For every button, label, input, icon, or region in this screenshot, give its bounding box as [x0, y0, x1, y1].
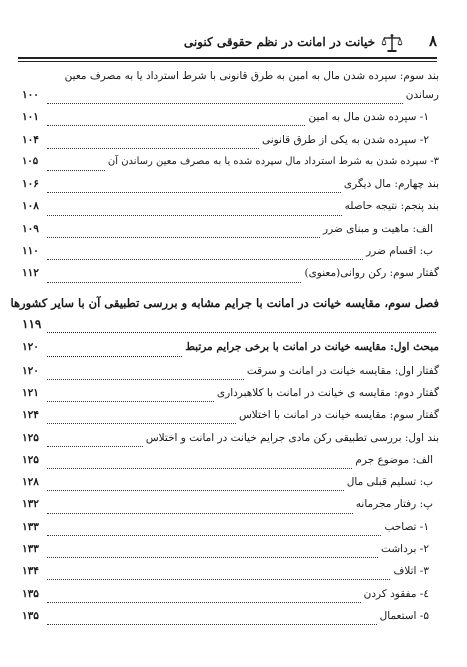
dot-leader [47, 556, 378, 558]
toc-entry-label: بند چهارم: مال دیگری [343, 178, 439, 191]
dot-leader [47, 281, 301, 283]
section-page: ۱۲۰ [22, 340, 39, 353]
toc-entry-page: ۱۲۵ [22, 431, 39, 444]
dot-leader [47, 102, 403, 104]
dot-leader [47, 378, 244, 380]
toc-entry [22, 498, 439, 520]
toc-entry [22, 89, 439, 111]
dot-leader [47, 422, 236, 424]
toc-entry-label: گفتار دوم: مقایسه ی خیانت در امانت با کلاهبرداری [216, 386, 439, 399]
page-header [18, 32, 437, 56]
toc-entry [22, 365, 439, 387]
toc-entry-page: ۱۳۴ [22, 565, 39, 578]
toc-entry-page: ۱۲۴ [22, 409, 39, 422]
toc-entry-label: الف: ماهیت و مبنای ضرر [323, 222, 433, 235]
header-rule [18, 57, 437, 59]
toc-entry [22, 111, 439, 133]
toc-entry-label: بند اول: بررسی تطبیقی رکن مادی جرایم خیانت در امانت و اختلاس [145, 431, 439, 444]
toc-entry-page: ۱۲۵ [22, 453, 39, 466]
toc-entry-label: بند پنجم: نتیجه حاصله [344, 200, 439, 213]
toc-entry-label: ۵- استعمال [379, 609, 429, 622]
dot-leader [47, 331, 436, 333]
toc-entry [22, 156, 439, 178]
toc-entry-label: ب: تسلیم قبلی مال [346, 476, 433, 489]
dot-leader [47, 489, 344, 491]
toc-entry-label: ۳- سپرده شدن به شرط استرداد مال سپرده شده یا به مصرف معین رساندن آن [107, 155, 439, 167]
toc-entry [22, 543, 439, 565]
dot-leader [47, 467, 352, 469]
dot-leader [47, 258, 363, 260]
toc-entry-page: ۱۱۰ [22, 245, 39, 258]
dot-leader [47, 601, 361, 603]
toc-entry-label: پ: رفتار مجرمانه [355, 498, 433, 511]
toc-chapter-page-row [22, 317, 439, 341]
chapter-page: ۱۱۹ [22, 316, 42, 331]
toc-entry-page: ۱۰۴ [22, 133, 39, 146]
toc-entry [22, 610, 439, 632]
toc-entry [22, 387, 439, 409]
toc-entry-page: ۱۳۵ [22, 609, 39, 622]
toc-entry-page: ۱۲۸ [22, 476, 39, 489]
toc-entry-page: ۱۰۸ [22, 200, 39, 213]
toc-entry-label: رساندن [405, 89, 439, 101]
dot-leader [47, 355, 182, 357]
toc-entry-page: ۱۲۰ [22, 364, 39, 377]
toc-entry [22, 245, 439, 267]
table-of-contents [10, 70, 439, 632]
page-number: ۸ [428, 32, 437, 50]
toc-entry-label: گفتار اول: مقایسه خیانت در امانت و سرقت [246, 364, 439, 377]
toc-entry-label: ۲- سپرده شدن به یکی از طرق قانونی [261, 133, 429, 146]
toc-entry-page: ۱۳۳ [22, 543, 39, 556]
toc-entry-label: گفتار سوم: رکن روانی(معنوی) [304, 267, 439, 280]
toc-entry [22, 565, 439, 587]
toc-entry-page: ۱۳۳ [22, 520, 39, 533]
toc-entry-label: الف: موضوع جرم [355, 453, 433, 466]
toc-entry-page: ۱۰۶ [22, 178, 39, 191]
dot-leader [47, 623, 377, 625]
header-rule-thin [18, 61, 437, 62]
toc-entry [22, 223, 439, 245]
dot-leader [47, 578, 390, 580]
toc-entry-label: ۲- برداشت [381, 543, 429, 556]
toc-entry-page: ۱۲۱ [22, 386, 39, 399]
dot-leader [47, 400, 214, 402]
toc-entry [22, 409, 439, 431]
toc-entry-page: ۱۰۵ [22, 155, 39, 167]
toc-entry-label: گفتار سوم: مقایسه خیانت در امانت با اختلاس [238, 409, 439, 422]
toc-entry-page: ۱۰۱ [22, 111, 39, 124]
dot-leader [47, 147, 259, 149]
toc-entry [22, 521, 439, 543]
dot-leader [47, 169, 105, 171]
toc-entry [22, 178, 439, 200]
scales-of-justice-icon [381, 33, 403, 53]
toc-entry-label: ٤- مفقود کردن [363, 587, 429, 600]
dot-leader [47, 445, 143, 447]
dot-leader [47, 512, 353, 514]
dot-leader [47, 124, 305, 126]
toc-entry [22, 134, 439, 156]
toc-entry-page: ۱۳۵ [22, 587, 39, 600]
toc-entry-page: ۱۳۲ [22, 498, 39, 511]
running-title: خیانت در امانت در نظم حقوقی کنونی [183, 35, 375, 49]
toc-entry-page: ۱۰۰ [22, 89, 39, 101]
toc-entry [22, 70, 439, 89]
toc-entry-label: بند سوم: سپرده شدن مال به امین به طرق قانونی با شرط استرداد یا به مصرف معین [64, 70, 439, 82]
toc-entry-label: ۱- تصاحب [384, 520, 429, 533]
toc-entry-label: ۱- سپرده شدن مال به امین [308, 111, 429, 124]
toc-entry-label: ب: اقسام ضرر [366, 245, 433, 258]
toc-section-heading [22, 341, 439, 365]
toc-entry [22, 476, 439, 498]
toc-entry [22, 267, 439, 289]
dot-leader [47, 214, 342, 216]
toc-entry [22, 454, 439, 476]
dot-leader [47, 191, 341, 193]
toc-entry-page: ۱۱۲ [22, 267, 39, 280]
chapter-title: فصل سوم، مقایسه خیانت در امانت با جرایم مشابه و بررسی تطبیقی آن با سایر کشورها [10, 295, 439, 310]
toc-entry-label: ۳- اتلاف [393, 565, 429, 578]
toc-entry [22, 432, 439, 454]
toc-entry [22, 200, 439, 222]
dot-leader [47, 534, 381, 536]
toc-chapter-heading [10, 295, 439, 317]
toc-entry [22, 588, 439, 610]
dot-leader [47, 236, 320, 238]
section-title: مبحث اول: مقایسه خیانت در امانت با برخی جرایم مرتبط [185, 340, 439, 353]
toc-entry-page: ۱۰۹ [22, 222, 39, 235]
